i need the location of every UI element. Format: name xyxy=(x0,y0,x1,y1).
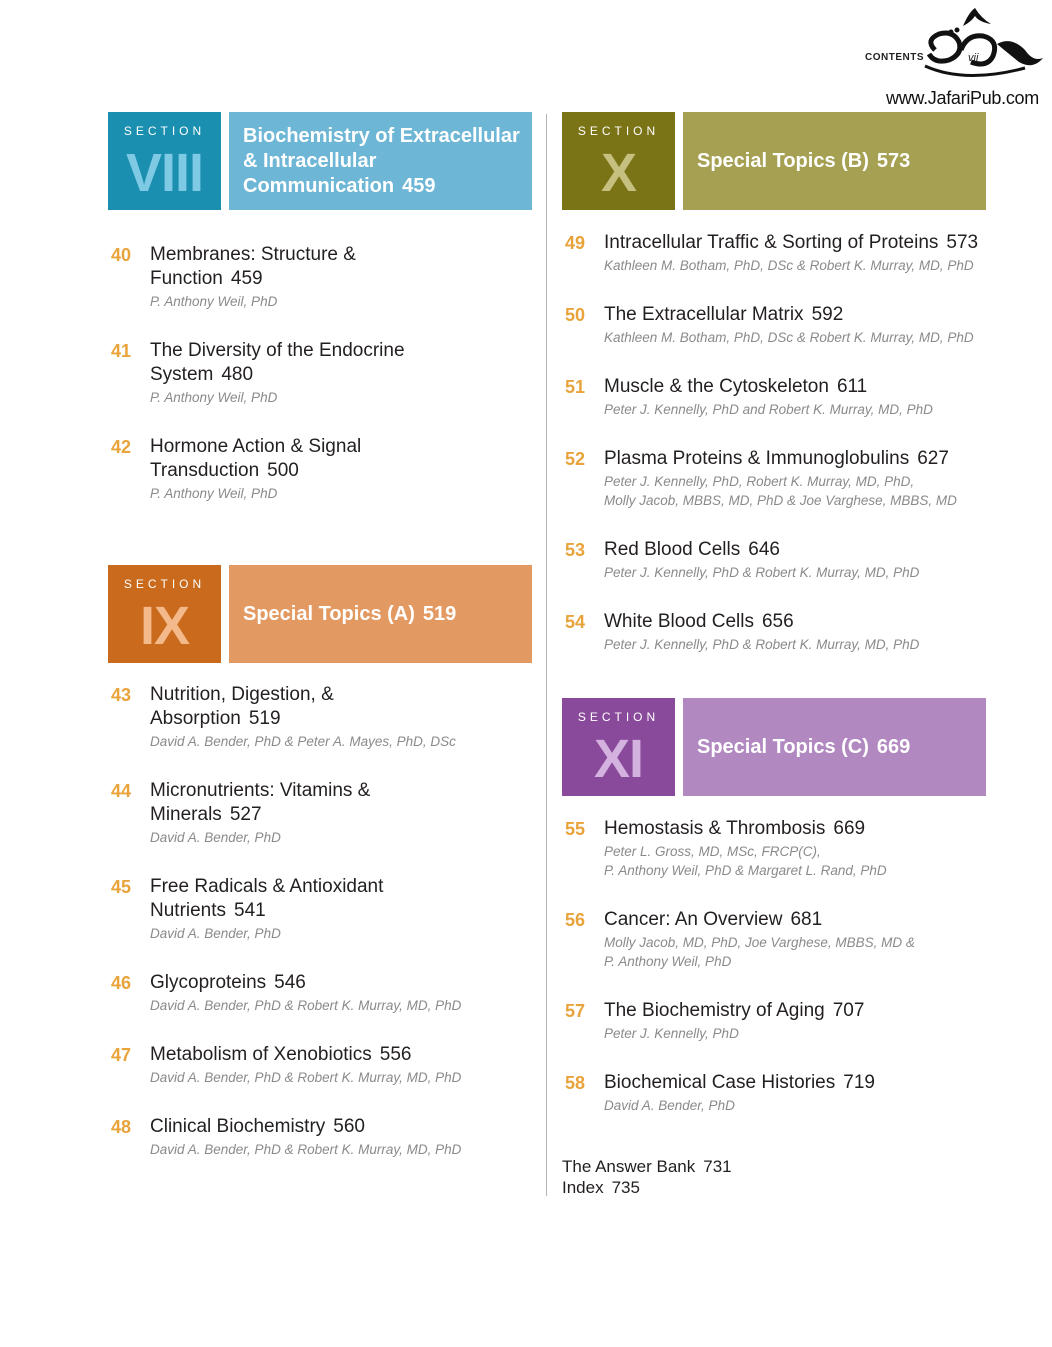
chapter-page-number: 592 xyxy=(811,304,844,325)
section-title-text: Special Topics (A) xyxy=(243,602,415,625)
chapter-authors: David A. Bender, PhD & Robert K. Murray, MD, PhD xyxy=(150,998,462,1013)
section-number-box xyxy=(562,112,675,210)
chapter-authors: P. Anthony Weil, PhD xyxy=(150,390,278,405)
chapter-title: The Extracellular Matrix 592 xyxy=(604,304,844,325)
section-title[interactable] xyxy=(243,602,456,627)
section-header-ix xyxy=(108,565,532,663)
publisher-logo-icon xyxy=(905,6,1045,86)
chapter-title: Intracellular Traffic & Sorting of Proteins 573 xyxy=(604,232,979,253)
chapter-page-number: 573 xyxy=(946,232,979,253)
chapter-entry[interactable] xyxy=(562,1071,986,1115)
chapter-authors: David A. Bender, PhD & Peter A. Mayes, PhD, DSc xyxy=(150,734,456,749)
chapter-authors: Peter L. Gross, MD, MSc, FRCP(C), P. Anthony Weil, PhD & Margaret L. Rand, PhD xyxy=(604,844,887,878)
chapter-page-number: 611 xyxy=(836,376,868,397)
watermark-site-url: www.JafariPub.com xyxy=(886,88,1039,108)
chapter-title: Hemostasis & Thrombosis 669 xyxy=(604,818,866,839)
chapter-authors: David A. Bender, PhD xyxy=(150,926,281,941)
chapter-title: White Blood Cells 656 xyxy=(604,611,794,632)
section-header-xi xyxy=(562,698,986,796)
running-header-page-number: vii xyxy=(968,52,979,64)
column-divider xyxy=(546,114,547,1196)
chapter-number: 50 xyxy=(565,305,586,325)
section-title-text: Biochemistry of Extracellular & Intracellular Communication xyxy=(243,124,520,197)
chapter-number: 49 xyxy=(565,233,586,253)
section-page-number: 573 xyxy=(876,149,911,172)
section-label: SECTION xyxy=(577,124,660,138)
chapter-title: Membranes: Structure & Function 459 xyxy=(150,244,356,289)
answer-bank-entry[interactable]: The Answer Bank 731 xyxy=(562,1157,732,1176)
chapter-page-number: 681 xyxy=(790,909,823,930)
chapter-page-number: 646 xyxy=(748,539,780,560)
section-page-number: 459 xyxy=(402,174,436,197)
chapter-entry[interactable] xyxy=(108,683,532,751)
chapter-title: Micronutrients: Vitamins & Minerals 527 xyxy=(150,780,371,825)
chapter-page-number: 707 xyxy=(832,1000,865,1021)
chapter-authors: Peter J. Kennelly, PhD xyxy=(604,1026,739,1041)
chapter-title: Biochemical Case Histories 719 xyxy=(604,1072,875,1093)
chapter-page-number: 500 xyxy=(267,460,299,481)
chapter-page-number: 556 xyxy=(379,1044,412,1065)
chapter-page-number: 541 xyxy=(234,900,266,921)
section-header-viii xyxy=(108,112,532,210)
chapter-title: The Diversity of the Endocrine System 480 xyxy=(150,340,405,385)
chapter-title: Clinical Biochemistry 560 xyxy=(150,1116,365,1137)
chapter-page-number: 669 xyxy=(833,818,866,839)
section-label: SECTION xyxy=(123,124,206,138)
chapter-authors: Peter J. Kennelly, PhD, Robert K. Murray, MD, PhD, Molly Jacob, MBBS, MD, PhD & Joe Varghese, MBBS, MD xyxy=(604,474,957,508)
section-header-x xyxy=(562,112,986,210)
chapter-entry[interactable] xyxy=(562,303,986,347)
chapter-entry[interactable] xyxy=(108,243,532,311)
section-title[interactable] xyxy=(243,124,532,199)
section-title-box xyxy=(683,698,986,796)
chapter-page-number: 560 xyxy=(333,1116,365,1137)
chapter-number: 47 xyxy=(111,1045,132,1065)
chapter-title: Plasma Proteins & Immunoglobulins 627 xyxy=(604,448,949,469)
section-roman-numeral: X xyxy=(600,143,637,203)
chapter-title: Nutrition, Digestion, & Absorption 519 xyxy=(150,684,334,729)
chapter-entry[interactable] xyxy=(108,1043,532,1087)
chapter-number: 54 xyxy=(565,612,586,632)
chapter-page-number: 519 xyxy=(248,708,281,729)
chapter-entry[interactable] xyxy=(108,971,532,1015)
index-entry[interactable]: Index 735 xyxy=(562,1178,640,1197)
chapter-number: 40 xyxy=(111,245,132,265)
chapter-number: 58 xyxy=(565,1073,586,1093)
chapter-authors: Kathleen M. Botham, PhD, DSc & Robert K. Murray, MD, PhD xyxy=(604,330,974,345)
chapter-entry[interactable] xyxy=(562,231,986,275)
chapter-authors: David A. Bender, PhD xyxy=(604,1098,735,1113)
chapter-page-number: 719 xyxy=(843,1072,875,1093)
chapter-entry[interactable] xyxy=(108,1115,532,1159)
section-title-text: Special Topics (C) xyxy=(697,735,869,758)
section-roman-numeral: VIII xyxy=(125,143,204,203)
chapter-entry[interactable] xyxy=(562,610,986,654)
chapter-entry[interactable] xyxy=(562,999,986,1043)
chapter-number: 48 xyxy=(111,1117,132,1137)
section-number-box xyxy=(108,565,221,663)
chapter-authors: Molly Jacob, MD, PhD, Joe Varghese, MBBS, MD & P. Anthony Weil, PhD xyxy=(604,935,915,969)
chapter-number: 57 xyxy=(565,1001,586,1021)
chapter-authors: Kathleen M. Botham, PhD, DSc & Robert K. Murray, MD, PhD xyxy=(604,258,974,273)
chapter-number: 51 xyxy=(565,377,586,397)
chapter-entry[interactable] xyxy=(562,817,986,880)
chapter-title: The Biochemistry of Aging 707 xyxy=(604,1000,865,1021)
running-header-contents: CONTENTS xyxy=(865,52,924,63)
section-title-box xyxy=(229,565,532,663)
chapter-authors: Peter J. Kennelly, PhD and Robert K. Murray, MD, PhD xyxy=(604,402,933,417)
chapter-title: Muscle & the Cytoskeleton 611 xyxy=(604,376,868,397)
chapter-authors: David A. Bender, PhD & Robert K. Murray, MD, PhD xyxy=(150,1142,462,1157)
chapter-page-number: 459 xyxy=(230,268,263,289)
section-page-number: 669 xyxy=(876,735,911,758)
chapter-entry[interactable] xyxy=(108,435,532,503)
section-title-box xyxy=(229,112,532,210)
chapter-number: 55 xyxy=(565,819,586,839)
chapter-page-number: 656 xyxy=(761,611,794,632)
section-number-box xyxy=(108,112,221,210)
chapter-page-number: 546 xyxy=(274,972,306,993)
chapter-number: 46 xyxy=(111,973,132,993)
section-title-text: Special Topics (B) xyxy=(697,149,869,172)
chapter-authors: David A. Bender, PhD & Robert K. Murray, MD, PhD xyxy=(150,1070,462,1085)
chapter-authors: Peter J. Kennelly, PhD & Robert K. Murray, MD, PhD xyxy=(604,565,920,580)
section-roman-numeral: XI xyxy=(593,729,644,789)
chapter-entry[interactable] xyxy=(108,875,532,943)
chapter-authors: David A. Bender, PhD xyxy=(150,830,281,845)
chapter-entry[interactable] xyxy=(562,908,986,971)
chapter-number: 41 xyxy=(111,341,132,361)
chapter-title: Cancer: An Overview 681 xyxy=(604,909,823,930)
chapter-authors: Peter J. Kennelly, PhD & Robert K. Murray, MD, PhD xyxy=(604,637,920,652)
chapter-authors: P. Anthony Weil, PhD xyxy=(150,294,278,309)
section-roman-numeral: IX xyxy=(139,596,190,656)
chapter-title: Red Blood Cells 646 xyxy=(604,539,780,560)
section-title[interactable] xyxy=(697,149,910,174)
chapter-number: 52 xyxy=(565,449,586,469)
chapter-title: Hormone Action & Signal Transduction 500 xyxy=(150,436,362,481)
chapter-entry[interactable] xyxy=(108,339,532,407)
section-page-number: 519 xyxy=(422,602,457,625)
chapter-authors: P. Anthony Weil, PhD xyxy=(150,486,278,501)
chapter-number: 45 xyxy=(111,877,132,897)
chapter-number: 44 xyxy=(111,781,132,801)
chapter-number: 53 xyxy=(565,540,586,560)
chapter-page-number: 627 xyxy=(917,448,949,469)
contents-column-left xyxy=(108,112,532,1159)
chapter-entry[interactable] xyxy=(562,375,986,419)
contents-column-right xyxy=(562,112,986,1115)
chapter-page-number: 527 xyxy=(229,804,262,825)
section-title-box xyxy=(683,112,986,210)
section-label: SECTION xyxy=(123,577,206,591)
chapter-number: 43 xyxy=(111,685,132,705)
chapter-number: 56 xyxy=(565,910,586,930)
chapter-title: Glycoproteins 546 xyxy=(150,972,306,993)
section-number-box xyxy=(562,698,675,796)
section-label: SECTION xyxy=(577,710,660,724)
chapter-page-number: 480 xyxy=(221,364,254,385)
chapter-title: Metabolism of Xenobiotics 556 xyxy=(150,1044,412,1065)
chapter-number: 42 xyxy=(111,437,132,457)
chapter-entry[interactable] xyxy=(108,779,532,847)
chapter-title: Free Radicals & Antioxidant Nutrients 541 xyxy=(150,876,384,921)
section-title[interactable] xyxy=(697,735,910,760)
chapter-entry[interactable] xyxy=(562,538,986,582)
chapter-entry[interactable] xyxy=(562,447,986,510)
